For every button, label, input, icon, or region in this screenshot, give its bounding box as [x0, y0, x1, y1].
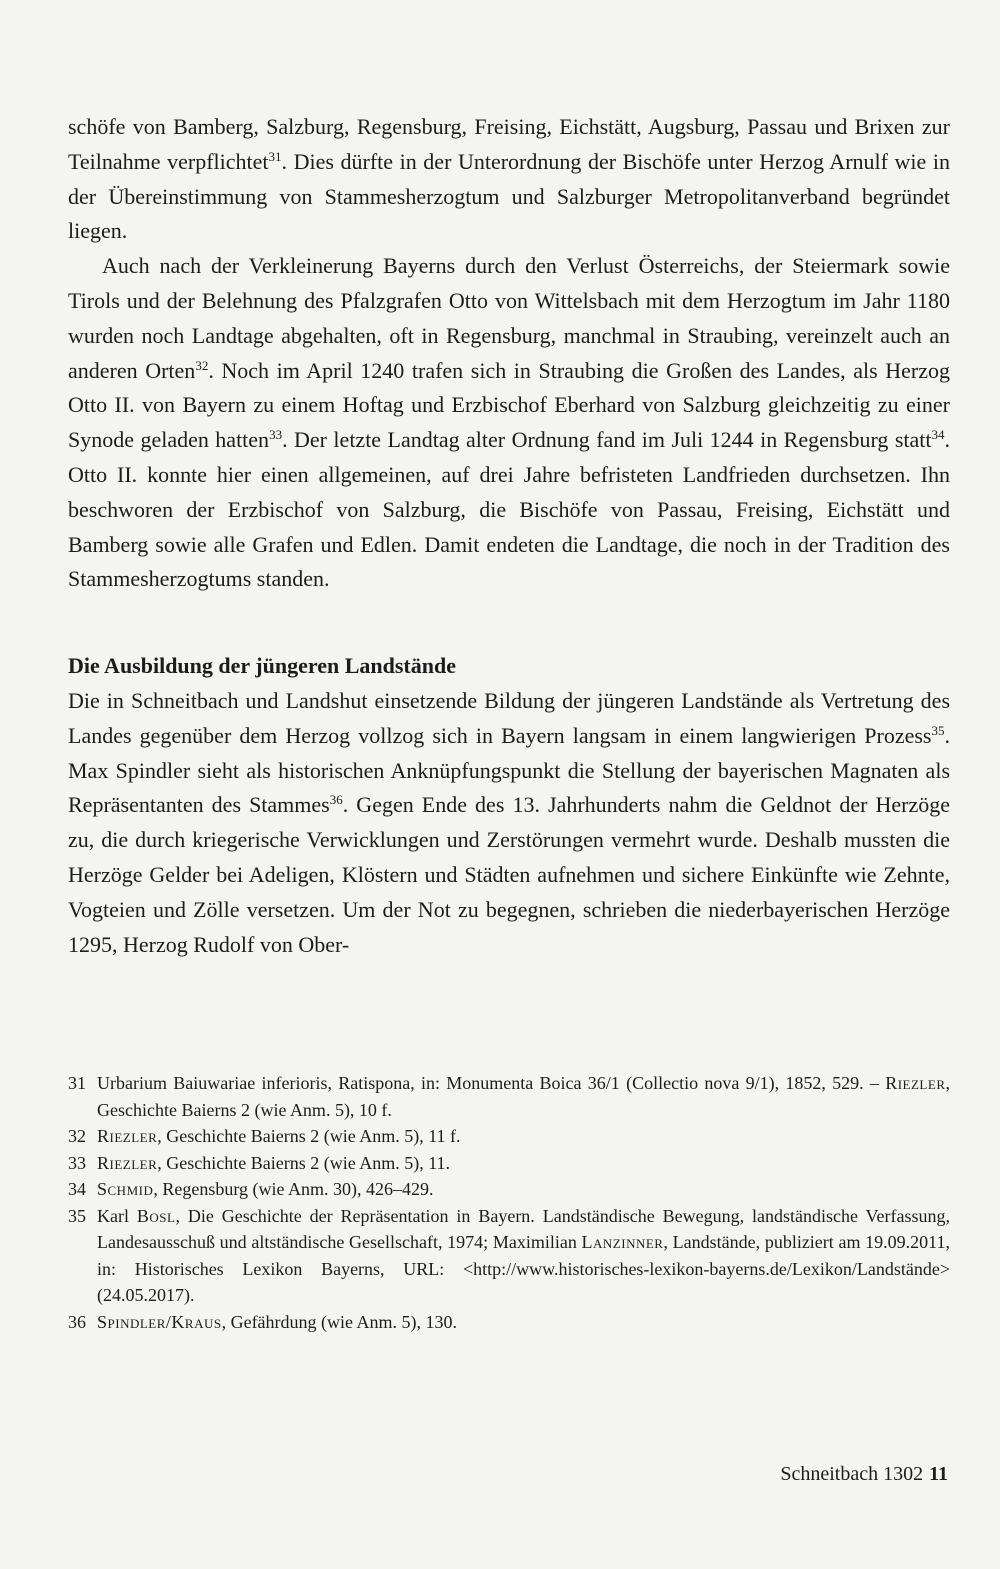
- footnote: 33 Riezler, Geschichte Baierns 2 (wie Anm. 5), 11.: [68, 1150, 950, 1177]
- footnote: 32 Riezler, Geschichte Baierns 2 (wie Anm. 5), 11 f.: [68, 1123, 950, 1150]
- paragraph: schöfe von Bamberg, Salzburg, Regensburg, Freising, Eichstätt, Augsburg, Passau und Brixen zur Teilnahme verpflichtet$^{31}$. Dies dürfte in der Unterordnung der Bischöfe unter Herzog Arnulf wie in der Übereinstimmung von Stammesherzogtum und Salzburger Metropolitanverband begründet liegen.: [68, 114, 950, 244]
- page-footer: [780, 1461, 948, 1487]
- footnote-ref[interactable]: 31: [268, 148, 282, 164]
- footnote: 35 Karl Bosl, Die Geschichte der Repräsentation in Bayern. Landständische Bewegung, landständische Verfassung, Landesausschuß und altständische Gesellschaft, 1974; Maximilian Lanzinner, Landstände, publiziert am 19.09.2011, in: Historisches Lexikon Bayerns, URL: <http://www.historisches-lexikon-bayerns.de/Lexikon/Landstände> (24.05.2017).: [68, 1203, 950, 1309]
- footnote-number: 35: [68, 1205, 86, 1226]
- paragraph: Auch nach der Verkleinerung Bayerns durch den Verlust Österreichs, der Steiermark sowie Tirols und der Belehnung des Pfalzgrafen Otto von Wittelsbach mit dem Herzogtum im Jahr 1180 wurden noch Landtage abgehalten, oft in Regensburg, manchmal in Straubing, vereinzelt auch an anderen Orten$^{32}$. Noch im April 1240 trafen sich in Straubing die Großen des Landes, als Herzog Otto II. von Bayern zu einem Hoftag und Erzbischof Eberhard von Salzburg gleichzeitig zu einer Synode geladen hatten$^{33}$. Der letzte Landtag alter Ordnung fand im Juli 1244 in Regensburg statt$^{34}$. Otto II. konnte hier einen allgemeinen, auf drei Jahre befristeten Landfrieden durchsetzen. Ihn beschworen der Erzbischof von Salzburg, die Bischöfe von Passau, Freising, Eichstätt und Bamberg sowie alle Grafen und Edlen. Damit endeten die Landtage, die noch in der Tradition des Stammesherzogtums standen.: [68, 253, 951, 592]
- footnote-number: 36: [68, 1311, 86, 1332]
- footnote-ref[interactable]: 34: [931, 427, 945, 443]
- footnote-ref[interactable]: 35: [931, 722, 945, 738]
- footnote-number: 33: [68, 1152, 86, 1173]
- section-heading: Die Ausbildung der jüngeren Landstände: [68, 653, 456, 679]
- footnote-number: 32: [68, 1126, 86, 1146]
- main-text: [68, 110, 950, 962]
- footnote: 36 Spindler/Kraus, Gefährdung (wie Anm. 5), 130.: [68, 1309, 950, 1336]
- paragraph: Die in Schneitbach und Landshut einsetzende Bildung der jüngeren Landstände als Vertretung des Landes gegenüber dem Herzog vollzog sich in Bayern langsam in einem langwierigen Prozess$^{35}$. Max Spindler sieht als historischen Anknüpfungspunkt die Stellung der bayerischen Magnaten als Repräsentanten des Stammes$^{36}$. Gegen Ende des 13. Jahrhunderts nahm die Geldnot der Herzöge zu, die durch kriegerische Verwicklungen und Zerstörungen vermehrt wurde. Deshalb mussten die Herzöge Gelder bei Adeligen, Klöstern und Städten aufnehmen und sichere Einkünfte wie Zehnte, Vogteien und Zölle versetzen. Um der Not zu begegnen, schrieben die niederbayerischen Herzöge 1295, Herzog Rudolf von Ober-: [68, 687, 950, 957]
- running-title: Schneitbach 1302: [780, 1463, 924, 1485]
- footnotes: [68, 1070, 950, 1335]
- footnote-ref[interactable]: 32: [195, 357, 209, 373]
- footnote-ref[interactable]: 36: [329, 792, 343, 808]
- page-number: 11: [929, 1463, 948, 1485]
- footnote: 31 Urbarium Baiuwariae inferioris, Ratispona, in: Monumenta Boica 36/1 (Collectio nova 9/1), 1852, 529. – Riezler, Geschichte Baierns 2 (wie Anm. 5), 10 f.: [68, 1070, 950, 1123]
- footnote-number: 31: [68, 1073, 86, 1093]
- footnote: 34 Schmid, Regensburg (wie Anm. 30), 426–429.: [68, 1176, 950, 1203]
- footnote-ref[interactable]: 33: [269, 427, 283, 443]
- footnote-number: 34: [68, 1179, 86, 1199]
